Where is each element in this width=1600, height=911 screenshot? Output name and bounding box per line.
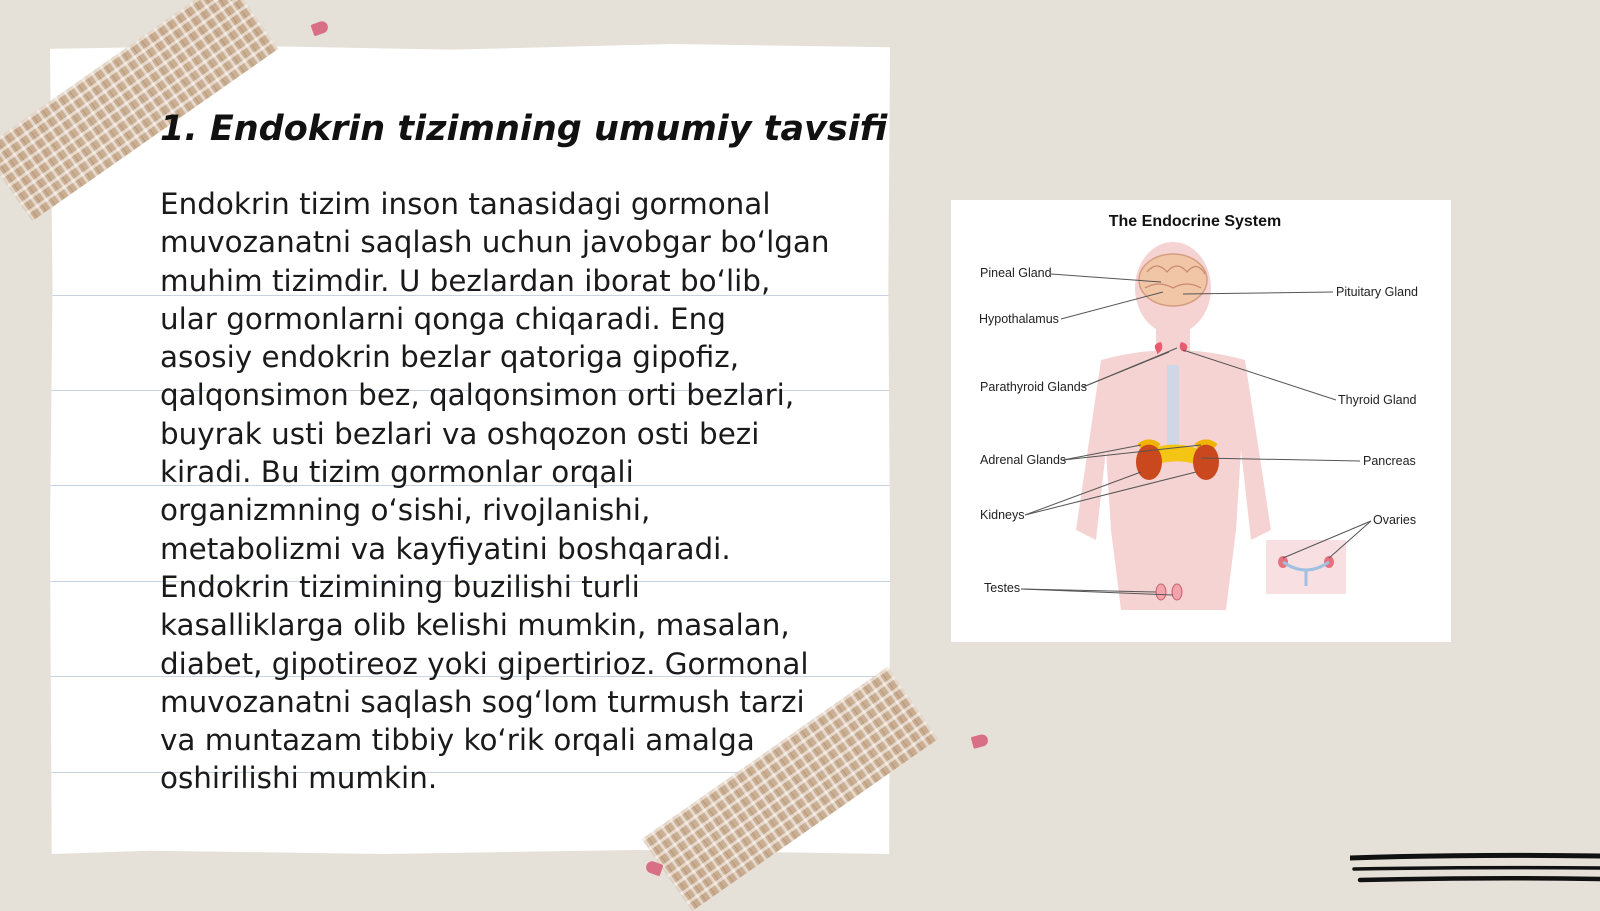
decorative-brush-lines	[1350, 850, 1600, 890]
label-testes: Testes	[984, 581, 1021, 595]
label-thyroid-gland: Thyroid Gland	[1338, 393, 1417, 407]
label-hypothalamus: Hypothalamus	[979, 312, 1059, 326]
slide-title: 1. Endokrin tizimning umumiy tavsifi	[160, 109, 888, 149]
endocrine-diagram	[951, 200, 1451, 642]
pin-bottom-right	[971, 733, 990, 749]
label-parathyroid-glands: Parathyroid Glands	[980, 380, 1088, 394]
label-pineal-gland: Pineal Gland	[980, 266, 1052, 280]
slide-body-text: Endokrin tizim inson tanasidagi gormonal muvozanatni saqlash uchun javobgar bo‘lgan muhim tizimdir. U bezlardan iborat bo‘lib, ular gormonlarni qonga chiqaradi. Eng asosiy endokrin bezlar qatoriga gipofiz, qalqonsimon bez, qalqonsimon orti bezlari, buyrak usti bezlari va oshqozon osti bezi kiradi. Bu tizim gormonlar orqali organizmning o‘sishi, rivojlanishi, metabolizmi va kayfiyatini boshqaradi. Endokrin tizimining buzilishi turli kasalliklarga olib kelishi mumkin, masalan, diabet, gipotireoz yoki gipertirioz. Gormonal muvozanatni saqlash sog‘lom turmush tarzi va muntazam tibbiy ko‘rik orqali amalga oshirilishi mumkin.	[160, 187, 830, 796]
figure-title: The Endocrine System	[1108, 213, 1282, 230]
label-ovaries: Ovaries	[1373, 513, 1417, 527]
label-kidneys: Kidneys	[980, 508, 1025, 522]
label-adrenal-glands: Adrenal Glands	[980, 453, 1067, 467]
pin-top	[310, 20, 329, 37]
label-pituitary-gland: Pituitary Gland	[1336, 285, 1418, 299]
endocrine-system-figure	[951, 200, 1451, 642]
label-pancreas: Pancreas	[1363, 454, 1416, 468]
